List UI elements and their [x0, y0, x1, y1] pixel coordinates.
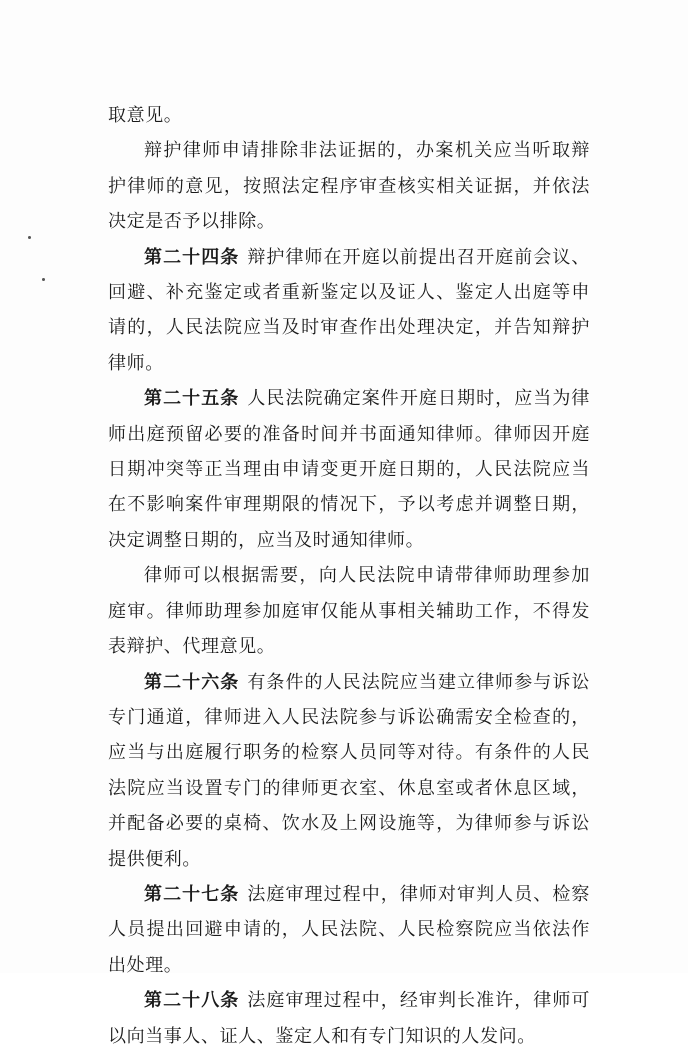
paragraph-text: 取意见。: [108, 105, 183, 126]
article-heading: 第二十五条: [144, 388, 240, 410]
paragraph-text: 有条件的人民法院应当建立律师参与诉讼专门通道，律师进入人民法院参与诉讼确需安全检查的，应当与出庭履行职务的检察人员同等对待。有条件的人民法院应当设置专门的律师更衣室、休息室或者休息区域，并配备必要的桌椅、饮水及上网设施等，为律师参与诉讼提供便利。: [108, 671, 590, 870]
paragraph-text: 法庭审理过程中，经审判长准许，律师可以向当事人、证人、鉴定人和有专门知识的人发问。: [108, 990, 590, 1047]
scan-speck: [28, 236, 31, 239]
paragraph: [108, 240, 590, 382]
article-heading: 第二十七条: [144, 883, 240, 905]
paragraph: [108, 665, 590, 877]
document-body: [108, 98, 590, 1054]
paragraph: [108, 133, 590, 239]
paragraph-text: 辩护律师在开庭以前提出召开庭前会议、回避、补充鉴定或者重新鉴定以及证人、鉴定人出庭等申请的，人民法院应当及时审查作出处理决定，并告知辩护律师。: [108, 246, 590, 374]
paragraph: [108, 877, 590, 983]
paragraph: [108, 381, 590, 558]
paragraph-text: 法庭审理过程中，律师对审判人员、检察人员提出回避申请的，人民法院、人民检察院应当依法作出处理。: [108, 883, 590, 976]
scan-speck: [42, 278, 45, 281]
paragraph: [108, 558, 590, 664]
article-heading: 第二十四条: [144, 246, 240, 268]
paragraph: [108, 983, 590, 1054]
paragraph-text: 人民法院确定案件开庭日期时，应当为律师出庭预留必要的准备时间并书面通知律师。律师因开庭日期冲突等正当理由申请变更开庭日期的，人民法院应当在不影响案件审理期限的情况下，予以考虑并调整日期，决定调整日期的，应当及时通知律师。: [108, 388, 590, 551]
paragraph: [108, 98, 590, 133]
article-heading: 第二十八条: [144, 990, 240, 1012]
paragraph-text: 辩护律师申请排除非法证据的，办案机关应当听取辩护律师的意见，按照法定程序审查核实相关证据，并依法决定是否予以排除。: [108, 140, 590, 233]
paragraph-text: 律师可以根据需要，向人民法院申请带律师助理参加庭审。律师助理参加庭审仅能从事相关辅助工作，不得发表辩护、代理意见。: [108, 565, 590, 658]
article-heading: 第二十六条: [144, 671, 240, 693]
